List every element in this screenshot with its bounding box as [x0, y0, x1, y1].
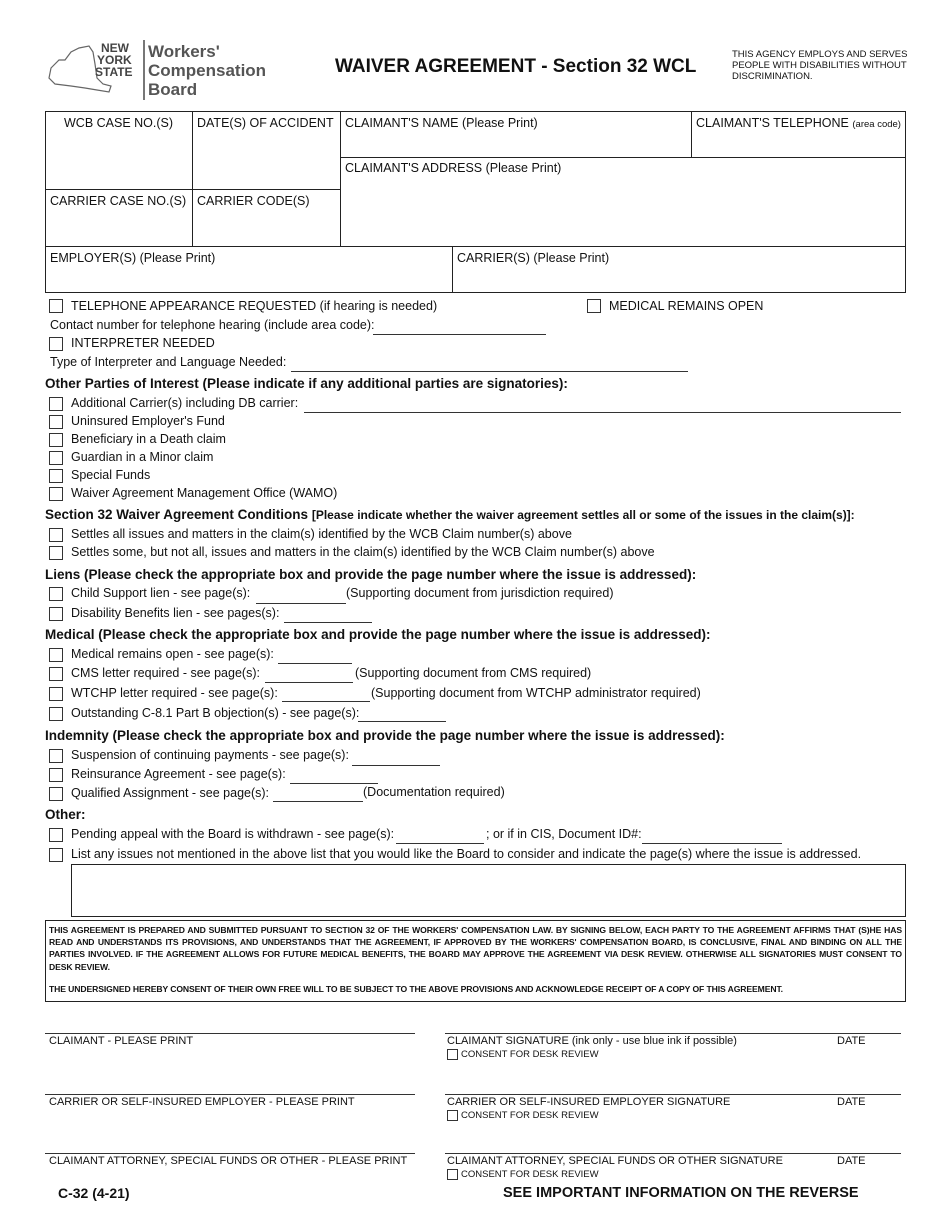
qualified-assignment-label: Qualified Assignment - see page(s): [71, 786, 270, 800]
suspension-page-input[interactable] [352, 765, 440, 766]
contact-number-input[interactable] [373, 334, 546, 335]
disability-lien-label: Disability Benefits lien - see pages(s): [71, 606, 280, 620]
contact-number-label: Contact number for telephone hearing (include area code): [50, 318, 375, 332]
wtchp-label: WTCHP letter required - see page(s): [71, 686, 278, 700]
other-parties-heading: Other Parties of Interest (Please indicate if any additional parties are signatories): [45, 376, 568, 391]
qualified-assignment-note: (Documentation required) [363, 785, 505, 799]
reinsurance-label: Reinsurance Agreement - see page(s): [71, 767, 286, 781]
reinsurance-page-input[interactable] [290, 783, 378, 784]
settles-all-label: Settles all issues and matters in the claim(s) identified by the WCB Claim number(s) above [71, 527, 572, 541]
claimant-telephone-field[interactable]: CLAIMANT'S TELEPHONE (area code) [696, 116, 901, 130]
svg-text:STATE: STATE [95, 65, 133, 79]
other-issues-textarea[interactable] [71, 864, 906, 917]
indemnity-heading: Indemnity (Please check the appropriate box and provide the page number where the issue is addressed): [45, 728, 725, 743]
child-support-label: Child Support lien - see page(s): [71, 586, 251, 600]
disability-lien-checkbox[interactable] [49, 607, 63, 621]
telephone-appearance-label: TELEPHONE APPEARANCE REQUESTED (if hearing is needed) [71, 299, 438, 313]
child-support-note: (Supporting document from jurisdiction required) [346, 586, 614, 600]
new-york-state-logo [45, 38, 145, 98]
additional-carrier-input[interactable] [304, 412, 901, 413]
attorney-consent-checkbox[interactable] [447, 1169, 458, 1180]
attorney-consent-label: CONSENT FOR DESK REVIEW [461, 1169, 599, 1180]
telephone-appearance-checkbox[interactable] [49, 299, 63, 313]
attorney-signature-line[interactable] [445, 1153, 901, 1154]
suspension-checkbox[interactable] [49, 749, 63, 763]
list-issues-checkbox[interactable] [49, 848, 63, 862]
claimant-print-line[interactable] [45, 1033, 415, 1034]
claimant-signature-label: CLAIMANT SIGNATURE (ink only - use blue ink if possible) [447, 1035, 737, 1047]
cms-checkbox[interactable] [49, 667, 63, 681]
legal-statement: THIS AGREEMENT IS PREPARED AND SUBMITTED PURSUANT TO SECTION 32 OF THE WORKERS' COMPENSATION LAW. BY SIGNING BELOW, EACH PARTY TO THE AGREEMENT AFFIRMS THAT (S)HE HAS READ AND UNDERSTANDS ITS PROVISIONS, AND UNDERSTANDS THAT THE AGREEMENT, IF APPROVED BY THE WORKERS' COMPENSATION BOARD, IS CONCLUSIVE, FINAL AND BINDING ON ALL THE PARTIES INVOLVED. IF THE AGREEMENT ALLOWS FOR FUTURE MEDICAL BENEFITS, THE BOARD MAY APPROVE THE AGREEMENT VIA DESK REVIEW. OTHERWISE ALL SIGNATORIES MUST CONSENT TO DESK REVIEW. THE UNDERSIGNED HEREBY CONSENT OF THEIR OWN FREE WILL TO BE SUBJECT TO THE ABOVE PROVISIONS AND ACKNOWLEDGE RECEIPT OF A COPY OF THIS AGREEMENT. [45, 920, 906, 1002]
form-number: C-32 (4-21) [58, 1185, 130, 1201]
medical-remains-open-checkbox[interactable] [587, 299, 601, 313]
svg-text:YORK: YORK [97, 53, 132, 67]
svg-text:NEW: NEW [101, 41, 129, 55]
party-checkbox[interactable] [49, 397, 63, 411]
wtchp-note: (Supporting document from WTCHP administrator required) [371, 686, 701, 700]
claimant-signature-line[interactable] [445, 1033, 901, 1034]
cis-document-input[interactable] [642, 843, 782, 844]
carrier-case-field[interactable]: CARRIER CASE NO.(S) [50, 194, 187, 208]
cms-page-input[interactable] [265, 682, 353, 683]
claimant-consent-label: CONSENT FOR DESK REVIEW [461, 1049, 599, 1060]
interpreter-label: INTERPRETER NEEDED [71, 336, 215, 350]
party-checkbox[interactable] [49, 469, 63, 483]
claimant-date-label: DATE [837, 1035, 866, 1047]
other-heading: Other: [45, 807, 86, 822]
party-checkbox[interactable] [49, 415, 63, 429]
agency-notice: THIS AGENCY EMPLOYS AND SERVES PEOPLE WITH DISABILITIES WITHOUT DISCRIMINATION. [732, 49, 908, 82]
party-label: Guardian in a Minor claim [71, 450, 214, 464]
form-title: WAIVER AGREEMENT - Section 32 WCL [335, 56, 697, 77]
c81-page-input[interactable] [358, 721, 446, 722]
party-label: Waiver Agreement Management Office (WAMO) [71, 486, 338, 500]
party-checkbox[interactable] [49, 433, 63, 447]
appeal-withdrawn-checkbox[interactable] [49, 828, 63, 842]
disability-lien-page-input[interactable] [284, 622, 372, 623]
party-label: Uninsured Employer's Fund [71, 414, 225, 428]
logo-divider [143, 40, 145, 100]
c81-label: Outstanding C-8.1 Part B objection(s) - see page(s): [71, 706, 360, 720]
medical-open-page-input[interactable] [278, 663, 352, 664]
date-of-accident-field[interactable]: DATE(S) OF ACCIDENT [197, 116, 334, 130]
medical-open-label: Medical remains open - see page(s): [71, 647, 274, 661]
party-label: Beneficiary in a Death claim [71, 432, 226, 446]
employer-field[interactable]: EMPLOYER(S) (Please Print) [50, 251, 216, 265]
carrier-print-label: CARRIER OR SELF-INSURED EMPLOYER - PLEASE PRINT [49, 1096, 355, 1108]
qualified-assignment-page-input[interactable] [273, 801, 363, 802]
c81-checkbox[interactable] [49, 707, 63, 721]
liens-heading: Liens (Please check the appropriate box and provide the page number where the issue is addressed): [45, 567, 697, 582]
carrier-field[interactable]: CARRIER(S) (Please Print) [457, 251, 610, 265]
carrier-consent-checkbox[interactable] [447, 1110, 458, 1121]
wtchp-checkbox[interactable] [49, 687, 63, 701]
attorney-signature-label: CLAIMANT ATTORNEY, SPECIAL FUNDS OR OTHER SIGNATURE [447, 1155, 783, 1167]
reverse-notice: SEE IMPORTANT INFORMATION ON THE REVERSE [503, 1185, 859, 1201]
cis-document-label: ; or if in CIS, Document ID#: [486, 827, 642, 841]
settles-all-checkbox[interactable] [49, 528, 63, 542]
party-label: Additional Carrier(s) including DB carrier: [71, 396, 299, 410]
wcb-logo-text: Workers' Compensation Board [148, 42, 267, 99]
suspension-label: Suspension of continuing payments - see page(s): [71, 748, 349, 762]
party-checkbox[interactable] [49, 487, 63, 501]
wtchp-page-input[interactable] [282, 701, 370, 702]
settles-some-checkbox[interactable] [49, 546, 63, 560]
wcb-case-field[interactable]: WCB CASE NO.(S) [64, 116, 174, 130]
cms-note: (Supporting document from CMS required) [355, 666, 592, 680]
cms-label: CMS letter required - see page(s): [71, 666, 260, 680]
conditions-heading: Section 32 Waiver Agreement Conditions [Please indicate whether the waiver agreement settles all or some of the issues in the claim(s)]: [45, 507, 855, 522]
party-label: Special Funds [71, 468, 151, 482]
medical-open-checkbox[interactable] [49, 648, 63, 662]
appeal-withdrawn-label: Pending appeal with the Board is withdrawn - see page(s): [71, 827, 395, 841]
interpreter-checkbox[interactable] [49, 337, 63, 351]
medical-remains-open-label: MEDICAL REMAINS OPEN [609, 299, 764, 313]
carrier-print-line[interactable] [45, 1094, 415, 1095]
attorney-date-label: DATE [837, 1155, 866, 1167]
list-issues-label: List any issues not mentioned in the above list that you would like the Board to consider and indicate the page(s) where the issue is addressed. [71, 847, 862, 861]
child-support-page-input[interactable] [256, 603, 346, 604]
carrier-signature-label: CARRIER OR SELF-INSURED EMPLOYER SIGNATURE [447, 1096, 731, 1108]
reinsurance-checkbox[interactable] [49, 768, 63, 782]
claimant-consent-checkbox[interactable] [447, 1049, 458, 1060]
settles-some-label: Settles some, but not all, issues and matters in the claim(s) identified by the WCB Claim number(s) above [71, 545, 655, 559]
party-checkbox[interactable] [49, 451, 63, 465]
attorney-print-line[interactable] [45, 1153, 415, 1154]
qualified-assignment-checkbox[interactable] [49, 787, 63, 801]
carrier-date-label: DATE [837, 1096, 866, 1108]
carrier-consent-label: CONSENT FOR DESK REVIEW [461, 1110, 599, 1121]
carrier-signature-line[interactable] [445, 1094, 901, 1095]
medical-heading: Medical (Please check the appropriate box and provide the page number where the issue is addressed): [45, 627, 711, 642]
child-support-checkbox[interactable] [49, 587, 63, 601]
interpreter-type-input[interactable] [291, 371, 688, 372]
claimant-print-label: CLAIMANT - PLEASE PRINT [49, 1035, 194, 1047]
claimant-name-field[interactable]: CLAIMANT'S NAME (Please Print) [345, 116, 538, 130]
carrier-code-field[interactable]: CARRIER CODE(S) [197, 194, 310, 208]
attorney-print-label: CLAIMANT ATTORNEY, SPECIAL FUNDS OR OTHER - PLEASE PRINT [49, 1155, 408, 1167]
claimant-address-field[interactable]: CLAIMANT'S ADDRESS (Please Print) [345, 161, 562, 175]
appeal-page-input[interactable] [396, 843, 484, 844]
interpreter-type-label: Type of Interpreter and Language Needed: [50, 355, 287, 369]
